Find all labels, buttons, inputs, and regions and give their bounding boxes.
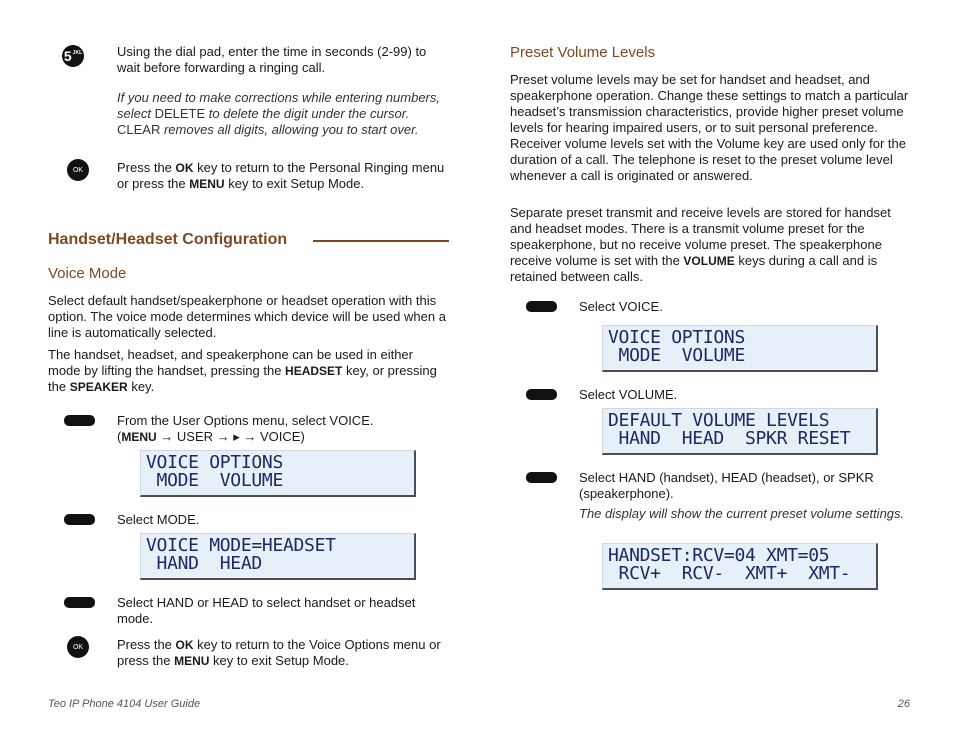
voice-mode-para-1: Select default handset/speakerphone or headset operation with this option. The voice mode determines which device will be used when a line is automatically selected. [48,293,446,340]
softkey-icon [526,389,557,400]
lcd-voice-mode: VOICE MODE=HEADSET HAND HEAD [140,533,416,580]
correction-note: If you need to make corrections while entering numbers, select DELETE to delete the digit under the cursor. CLEAR removes all digits, allowing you to start over. [117,90,441,137]
footer-page-number: 26 [897,698,910,710]
subtitle-voice-mode: Voice Mode [48,265,127,282]
display-note: The display will show the current preset volume settings. [579,506,905,521]
step-select-voice: From the User Options menu, select VOICE. (MENU → USER → ▸ → VOICE) [117,413,374,444]
step-select-voice-right: Select VOICE. [579,299,663,314]
softkey-icon [526,301,557,312]
section-title-rule [313,240,449,242]
step-select-device: Select HAND (handset), HEAD (headset), or SPKR (speakerphone). [579,470,874,501]
lcd-voice-options-right: VOICE OPTIONS MODE VOLUME [602,325,878,372]
lcd-handset-levels: HANDSET:RCV=04 XMT=05 RCV+ RCV- XMT+ XMT- [602,543,878,590]
footer-guide-title: Teo IP Phone 4104 User Guide [48,698,201,710]
section-title-handset-headset: Handset/Headset Configuration [48,231,288,248]
softkey-icon [64,415,95,426]
softkey-icon [64,514,95,525]
lcd-voice-options: VOICE OPTIONS MODE VOLUME [140,450,416,497]
dialpad-5-key-icon: 5 JKL [62,45,84,67]
softkey-icon [526,472,557,483]
step-ok-personal-ringing: Press the OK key to return to the Personal Ringing menu or press the MENU key to exit Setup Mode. [117,160,445,191]
lcd-default-volume-levels: DEFAULT VOLUME LEVELS HAND HEAD SPKR RESET [602,408,878,455]
softkey-icon [64,597,95,608]
step-select-mode: Select MODE. [117,512,200,527]
step-enter-time: Using the dial pad, enter the time in seconds (2-99) to wait before forwarding a ringing call. [117,44,427,75]
step-ok-voice-options: Press the OK key to return to the Voice Options menu or press the MENU key to exit Setup Mode. [117,637,441,668]
subtitle-preset-volume-levels: Preset Volume Levels [510,44,656,61]
step-select-hand-head: Select HAND or HEAD to select handset or headset mode. [117,595,416,626]
ok-key-icon: OK [67,636,89,658]
step-select-volume: Select VOLUME. [579,387,678,402]
ok-key-icon: OK [67,159,89,181]
preset-volume-para-2: Separate preset transmit and receive levels are stored for handset and headset modes. There is a transmit volume preset for the speakerphone, but no receive volume preset. The speakerphone receive volume is set with the VOLUME keys during a call and is retained between calls. [510,205,891,284]
voice-mode-para-2: The handset, headset, and speakerphone can be used in either mode by lifting the handset, pressing the HEADSET key, or pressing the SPEAKER key. [48,347,437,394]
preset-volume-para-1: Preset volume levels may be set for handset and headset, and speakerphone operation. Change these settings to match a particular headset’s transmission characteristics, provide higher preset volume levels for hearing impaired users, or to suit personal preference. Receiver volume levels set with the Volume key are used only for the duration of a call. The telephone is reset to the preset volume level whenever a call is originated or answered. [510,72,909,183]
